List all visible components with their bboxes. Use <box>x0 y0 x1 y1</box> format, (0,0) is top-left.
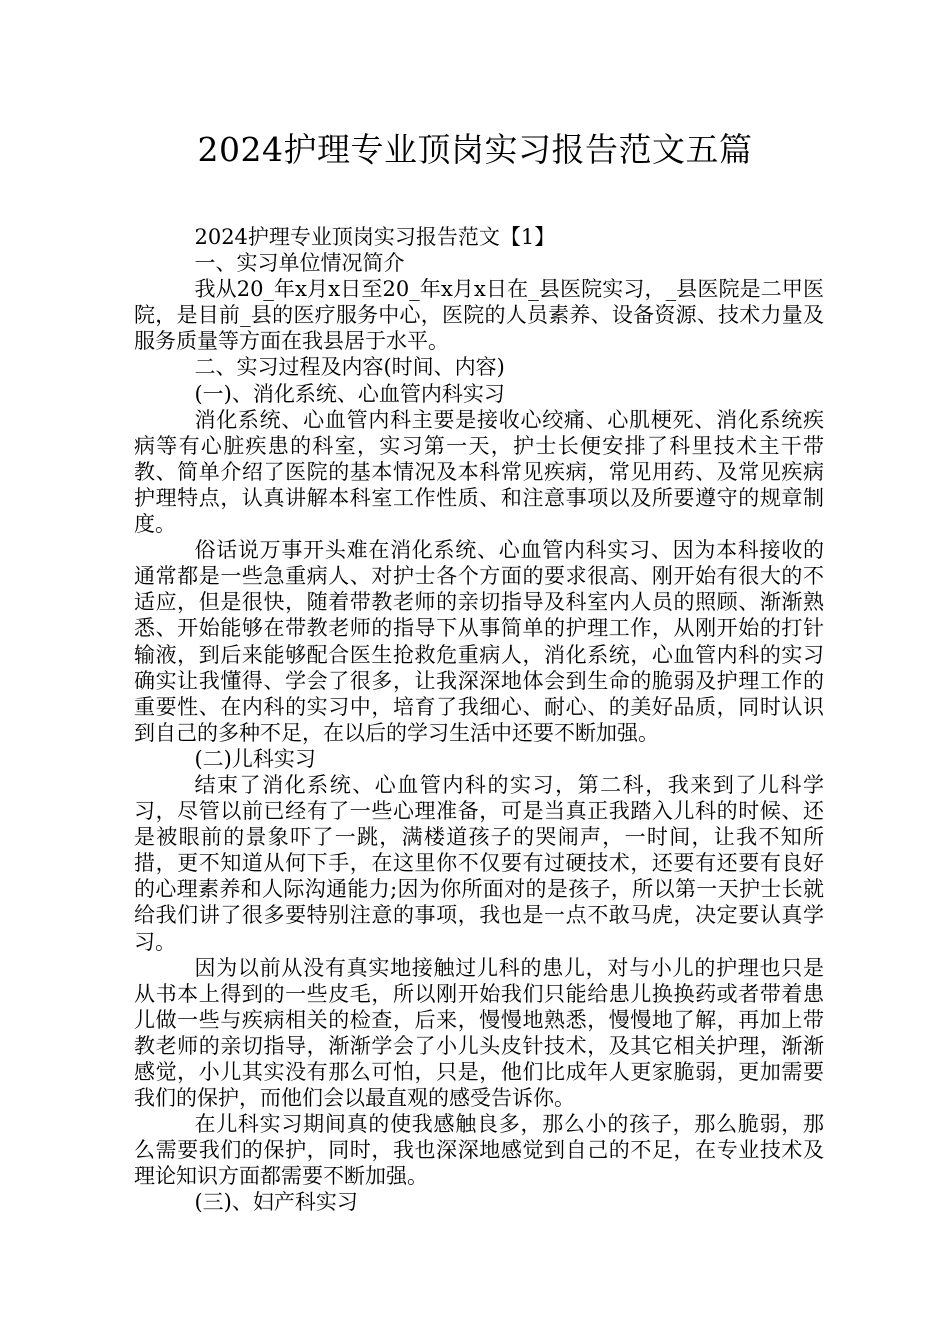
paragraph: 我从20_年x月x日至20_年x月x日在_县医院实习，_县医院是二甲医院，是目前_县的医疗服务中心，医院的人员素养、设备资源、技术力量及服务质量等方面在我县居于水平。 <box>134 277 824 354</box>
paragraph: 结束了消化系统、心血管内科的实习，第二科，我来到了儿科学习，尽管以前已经有了一些心理准备，可是当真正我踏入儿科的时候、还是被眼前的景象吓了一跳，满楼道孩子的哭闹声，一时间，让我不知所措，更不知道从何下手，在这里你不仅要有过硬技术，还要有还要有良好的心理素养和人际沟通能力;因为你所面对的是孩子，所以第一天护士长就给我们讲了很多要特别注意的事项，我也是一点不敢马虎，决定要认真学习。 <box>134 772 824 954</box>
paragraph: 因为以前从没有真实地接触过儿科的患儿，对与小儿的护理也只是从书本上得到的一些皮毛，所以刚开始我们只能给患儿换换药或者带着患儿做一些与疾病相关的检查，后来，慢慢地熟悉，慢慢地了解，再加上带教老师的亲切指导，渐渐学会了小儿头皮针技术，及其它相关护理，渐渐感觉，小儿其实没有那么可怕，只是，他们比成年人更家脆弱，更加需要我们的保护，而他们会以最直观的感受告诉你。 <box>134 955 824 1111</box>
section-heading: 二、实习过程及内容(时间、内容) <box>194 355 505 380</box>
paragraph: 俗话说万事开头难在消化系统、心血管内科实习、因为本科接收的通常都是一些急重病人、对护士各个方面的要求很高、刚开始有很大的不适应，但是很快，随着带教老师的亲切指导及科室内人员的照顾、渐渐熟悉、开始能够在带教老师的指导下从事简单的护理工作，从刚开始的打针输液，到后来能够配合医生抢救危重病人，消化系统，心血管内科的实习确实让我懂得、学会了很多，让我深深地体会到生命的脆弱及护理工作的重要性、在内科的实习中，培育了我细心、耐心、的美好品质，同时认识到自己的多种不足，在以后的学习生活中还要不断加强。 <box>134 538 824 745</box>
paragraph: 消化系统、心血管内科主要是接收心绞痛、心肌梗死、消化系统疾病等有心脏疾患的科室，实习第一天，护士长便安排了科里技术主干带教、简单介绍了医院的基本情况及本科常见疾病，常见用药、及常见疾病护理特点，认真讲解本科室工作性质、和注意事项以及所要遵守的规章制度。 <box>134 407 824 537</box>
paragraph: 在儿科实习期间真的使我感触良多，那么小的孩子，那么脆弱，那么需要我们的保护，同时，我也深深地感觉到自己的不足，在专业技术及理论知识方面都需要不断加强。 <box>134 1112 824 1189</box>
subsection-heading: (二)儿科实习 <box>194 746 316 771</box>
document-body <box>134 224 824 1216</box>
section-heading: 一、实习单位情况简介 <box>194 251 405 276</box>
document-title: 2024护理专业顶岗实习报告范文五篇 <box>197 130 753 169</box>
paragraph-subtitle: 2024护理专业顶岗实习报告范文【1】 <box>194 225 556 249</box>
subsection-heading: (三)、妇产科实习 <box>194 1190 358 1215</box>
subsection-heading: (一)、消化系统、心血管内科实习 <box>194 381 505 406</box>
